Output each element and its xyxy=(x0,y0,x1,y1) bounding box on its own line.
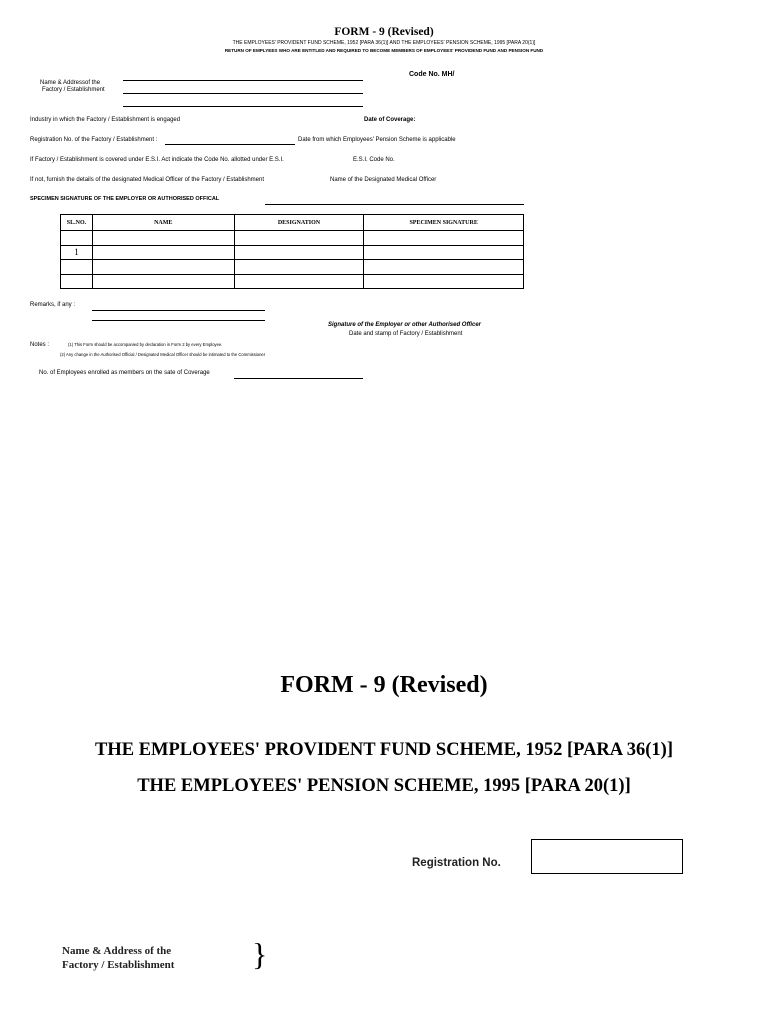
table-cell[interactable] xyxy=(61,274,93,289)
table-cell[interactable] xyxy=(364,231,524,246)
scheme-line: THE EMPLOYEES' PROVIDENT FUND SCHEME, 1952 [PARA 36(1)] AND THE EMPLOYEES' PENSION SCHEME, 1995 [PARA 20(1)] xyxy=(232,40,536,46)
column-header-specimen-signature: SPECIMEN SIGNATURE xyxy=(364,215,524,231)
column-header-name: NAME xyxy=(92,215,234,231)
specimen-field[interactable] xyxy=(265,204,524,205)
medical-officer-label: If not, furnish the details of the designated Medical Officer of the Factory / Establishment xyxy=(30,177,265,183)
table-cell[interactable] xyxy=(61,231,93,246)
remarks-field-1[interactable] xyxy=(92,310,265,311)
form-title: FORM - 9 (Revised) xyxy=(334,26,434,38)
code-no-label: Code No. MH/ xyxy=(409,71,455,78)
date-coverage-label: Date of Coverage: xyxy=(364,117,416,123)
column-header-slno: SL.NO. xyxy=(61,215,93,231)
table-cell[interactable] xyxy=(61,260,93,275)
table-row xyxy=(61,231,524,246)
return-line: RETURN OF EMPLYEES WHO ARE ENTITLED AND REQUIRED TO BECOME MEMBERS OF EMPLOYEES' PROVIDEND FUND AND PENSION FUND xyxy=(224,48,544,53)
table-cell[interactable] xyxy=(364,245,524,260)
table-cell[interactable]: 1 xyxy=(61,245,93,260)
large-registration-box[interactable] xyxy=(531,839,683,874)
table-cell[interactable] xyxy=(234,245,364,260)
column-header-designation: DESIGNATION xyxy=(234,215,364,231)
esi-code-label: E.S.I. Code No. xyxy=(353,157,395,163)
table-cell[interactable] xyxy=(234,231,364,246)
table-row xyxy=(61,274,524,289)
table-cell[interactable] xyxy=(92,274,234,289)
table-cell[interactable] xyxy=(364,260,524,275)
table-cell[interactable] xyxy=(234,274,364,289)
registration-field[interactable] xyxy=(165,144,295,145)
large-scheme-line-1: THE EMPLOYEES' PROVIDENT FUND SCHEME, 1952 [PARA 36(1)] xyxy=(95,740,673,760)
table-cell[interactable] xyxy=(92,231,234,246)
large-form-title: FORM - 9 (Revised) xyxy=(280,672,488,698)
medical-officer-name-label: Name of the Designated Medical Officer xyxy=(330,177,437,183)
name-address-label-line2: Factory / Establishment xyxy=(42,87,105,93)
signature-label: Signature of the Employer or other Authorised Officer xyxy=(328,322,482,328)
note-2: (2) Any change in the Authorised Official / Designated Medical Officer should be intimated to the Commissioner xyxy=(60,352,266,357)
pension-date-label: Date from which Employees' Pension Scheme is applicable xyxy=(298,137,456,143)
table-row xyxy=(61,260,524,275)
name-address-field-1[interactable] xyxy=(123,80,363,81)
registration-label: Registration No. of the Factory / Establishment : xyxy=(30,137,158,143)
table-cell[interactable] xyxy=(364,274,524,289)
name-address-field-2[interactable] xyxy=(123,93,363,94)
esi-label: If Factory / Establishment is covered under E.S.I. Act indicate the Code No. allotted under E.S.I. xyxy=(30,157,284,163)
name-address-field-3[interactable] xyxy=(123,106,363,107)
table-cell[interactable] xyxy=(92,245,234,260)
specimen-heading: SPECIMEN SIGNATURE OF THE EMPLOYER OR AUTHORISED OFFICAL xyxy=(30,196,220,202)
large-scheme-line-2: THE EMPLOYEES' PENSION SCHEME, 1995 [PARA 20(1)] xyxy=(137,776,631,796)
remarks-field-2[interactable] xyxy=(92,320,265,321)
notes-label: Notes : xyxy=(30,342,50,348)
remarks-label: Remarks, if any : xyxy=(30,302,76,308)
brace-icon: } xyxy=(252,936,268,972)
large-name-label-line1: Name & Address of the xyxy=(62,945,172,957)
stamp-label: Date and stamp of Factory / Establishment xyxy=(349,331,463,337)
large-name-label-line2: Factory / Establishment xyxy=(62,959,175,971)
industry-label: Industry in which the Factory / Establishment is engaged xyxy=(30,117,181,123)
table-cell[interactable] xyxy=(234,260,364,275)
note-1: (1) This Form should be accompanied by declaration in Form 2 by every Employee. xyxy=(68,342,223,347)
table-cell[interactable] xyxy=(92,260,234,275)
table-row xyxy=(61,245,524,260)
enrolled-label: No. of Employees enrolled as members on the sate of Coverage xyxy=(39,370,210,376)
enrolled-field[interactable] xyxy=(234,378,363,379)
specimen-table xyxy=(60,214,524,289)
name-address-label-line1: Name & Addressof the xyxy=(40,80,101,86)
table-header-row xyxy=(61,215,524,231)
large-registration-label: Registration No. xyxy=(412,857,501,869)
